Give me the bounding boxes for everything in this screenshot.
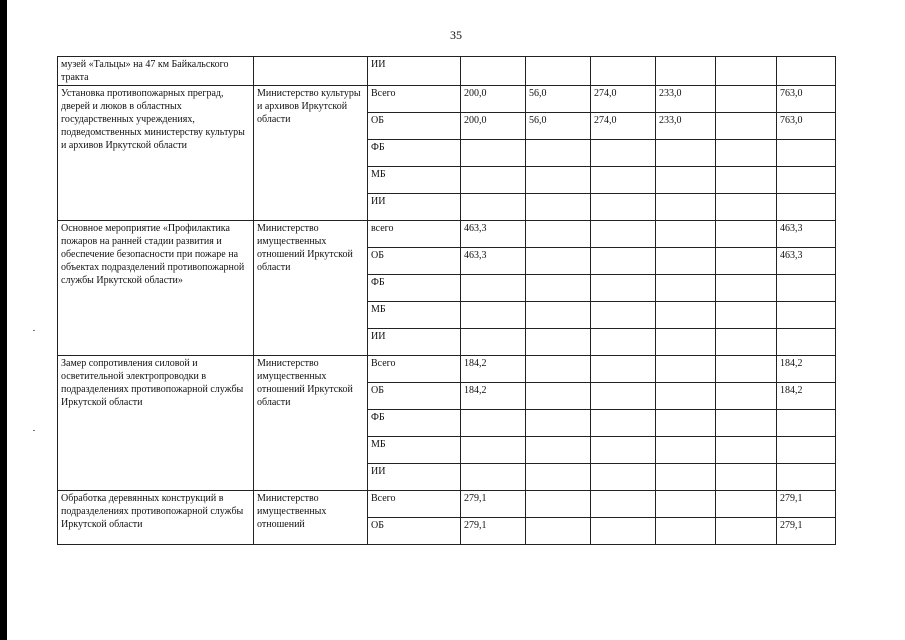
activity-cell: Основное мероприятие «Профилактика пожаров на ранней стадии развития и обеспечение безопасности при пожаре на объектах подразделений противопожарной службы Иркутской области» bbox=[58, 221, 254, 356]
value-cell bbox=[656, 248, 716, 275]
value-cell bbox=[591, 275, 656, 302]
value-cell bbox=[526, 356, 591, 383]
scan-speck bbox=[33, 330, 35, 331]
value-cell bbox=[591, 57, 656, 86]
value-cell bbox=[591, 140, 656, 167]
value-cell bbox=[656, 167, 716, 194]
source-label-cell: всего bbox=[368, 221, 461, 248]
value-cell bbox=[656, 410, 716, 437]
value-cell bbox=[716, 275, 777, 302]
value-cell bbox=[716, 221, 777, 248]
value-cell bbox=[591, 356, 656, 383]
value-cell bbox=[656, 329, 716, 356]
value-cell: 184,2 bbox=[777, 383, 836, 410]
value-cell: 763,0 bbox=[777, 86, 836, 113]
value-cell bbox=[461, 57, 526, 86]
executor-cell: Министерство имущественных отношений Иркутской области bbox=[254, 356, 368, 491]
source-label-cell: ФБ bbox=[368, 410, 461, 437]
value-cell bbox=[716, 383, 777, 410]
value-cell bbox=[656, 518, 716, 545]
executor-cell: Министерство культуры и архивов Иркутской области bbox=[254, 86, 368, 221]
table-row bbox=[58, 57, 836, 86]
source-label-cell: Всего bbox=[368, 356, 461, 383]
value-cell: 463,3 bbox=[461, 221, 526, 248]
value-cell bbox=[461, 302, 526, 329]
value-cell bbox=[716, 248, 777, 275]
value-cell: 184,2 bbox=[777, 356, 836, 383]
value-cell bbox=[777, 167, 836, 194]
page-number: 35 bbox=[450, 28, 462, 42]
value-cell bbox=[591, 437, 656, 464]
executor-cell: Министерство имущественных отношений Иркутской области bbox=[254, 221, 368, 356]
value-cell: 463,3 bbox=[461, 248, 526, 275]
value-cell bbox=[591, 383, 656, 410]
source-label-cell: ФБ bbox=[368, 275, 461, 302]
source-label-cell: МБ bbox=[368, 437, 461, 464]
value-cell bbox=[716, 329, 777, 356]
source-label-cell: ОБ bbox=[368, 248, 461, 275]
value-cell bbox=[526, 194, 591, 221]
value-cell bbox=[716, 464, 777, 491]
value-cell bbox=[777, 410, 836, 437]
source-label-cell: Всего bbox=[368, 491, 461, 518]
value-cell bbox=[656, 437, 716, 464]
value-cell bbox=[656, 356, 716, 383]
value-cell bbox=[716, 356, 777, 383]
value-cell bbox=[461, 410, 526, 437]
value-cell bbox=[777, 437, 836, 464]
value-cell bbox=[716, 113, 777, 140]
value-cell bbox=[591, 194, 656, 221]
value-cell: 200,0 bbox=[461, 113, 526, 140]
value-cell bbox=[591, 167, 656, 194]
value-cell bbox=[716, 194, 777, 221]
value-cell bbox=[526, 302, 591, 329]
value-cell bbox=[526, 329, 591, 356]
value-cell: 279,1 bbox=[461, 518, 526, 545]
table-body bbox=[58, 57, 836, 545]
value-cell bbox=[716, 410, 777, 437]
value-cell bbox=[777, 57, 836, 86]
value-cell bbox=[526, 221, 591, 248]
value-cell bbox=[656, 57, 716, 86]
value-cell bbox=[716, 302, 777, 329]
executor-cell: Министерство имущественных отношений bbox=[254, 491, 368, 545]
value-cell bbox=[777, 302, 836, 329]
value-cell bbox=[461, 140, 526, 167]
value-cell bbox=[526, 248, 591, 275]
value-cell: 233,0 bbox=[656, 113, 716, 140]
source-label-cell: ИИ bbox=[368, 194, 461, 221]
value-cell bbox=[656, 275, 716, 302]
value-cell bbox=[716, 167, 777, 194]
value-cell bbox=[716, 86, 777, 113]
value-cell bbox=[526, 57, 591, 86]
value-cell bbox=[526, 518, 591, 545]
value-cell bbox=[526, 275, 591, 302]
value-cell bbox=[716, 57, 777, 86]
value-cell bbox=[526, 464, 591, 491]
value-cell bbox=[591, 518, 656, 545]
value-cell: 274,0 bbox=[591, 113, 656, 140]
table-row bbox=[58, 356, 836, 383]
source-label-cell: ИИ bbox=[368, 57, 461, 86]
value-cell bbox=[461, 329, 526, 356]
source-label-cell: ИИ bbox=[368, 329, 461, 356]
value-cell: 279,1 bbox=[777, 518, 836, 545]
value-cell: 200,0 bbox=[461, 86, 526, 113]
value-cell bbox=[526, 410, 591, 437]
value-cell: 463,3 bbox=[777, 248, 836, 275]
value-cell bbox=[656, 491, 716, 518]
value-cell: 56,0 bbox=[526, 113, 591, 140]
source-label-cell: Всего bbox=[368, 86, 461, 113]
value-cell bbox=[656, 464, 716, 491]
value-cell bbox=[591, 221, 656, 248]
value-cell bbox=[777, 140, 836, 167]
source-label-cell: МБ bbox=[368, 302, 461, 329]
table-row bbox=[58, 221, 836, 248]
value-cell: 463,3 bbox=[777, 221, 836, 248]
value-cell: 279,1 bbox=[461, 491, 526, 518]
value-cell bbox=[656, 302, 716, 329]
value-cell bbox=[656, 194, 716, 221]
value-cell bbox=[716, 140, 777, 167]
value-cell bbox=[777, 194, 836, 221]
activity-cell: Замер сопротивления силовой и осветительной электропроводки в подразделениях противопожарной службы Иркутской области bbox=[58, 356, 254, 491]
value-cell bbox=[461, 194, 526, 221]
source-label-cell: МБ bbox=[368, 167, 461, 194]
value-cell bbox=[716, 437, 777, 464]
table-row bbox=[58, 491, 836, 518]
value-cell bbox=[591, 329, 656, 356]
value-cell bbox=[591, 248, 656, 275]
value-cell bbox=[591, 491, 656, 518]
value-cell bbox=[777, 464, 836, 491]
value-cell bbox=[716, 491, 777, 518]
value-cell bbox=[526, 491, 591, 518]
value-cell bbox=[461, 167, 526, 194]
source-label-cell: ОБ bbox=[368, 518, 461, 545]
source-label-cell: ОБ bbox=[368, 383, 461, 410]
source-label-cell: ОБ bbox=[368, 113, 461, 140]
value-cell: 184,2 bbox=[461, 356, 526, 383]
value-cell bbox=[591, 302, 656, 329]
value-cell: 56,0 bbox=[526, 86, 591, 113]
value-cell: 233,0 bbox=[656, 86, 716, 113]
scan-speck bbox=[33, 430, 35, 431]
value-cell bbox=[591, 410, 656, 437]
value-cell: 184,2 bbox=[461, 383, 526, 410]
value-cell bbox=[461, 464, 526, 491]
value-cell: 274,0 bbox=[591, 86, 656, 113]
value-cell: 279,1 bbox=[777, 491, 836, 518]
value-cell bbox=[777, 329, 836, 356]
activity-cell: Обработка деревянных конструкций в подразделениях противопожарной службы Иркутской области bbox=[58, 491, 254, 545]
value-cell bbox=[526, 437, 591, 464]
value-cell bbox=[656, 383, 716, 410]
value-cell bbox=[461, 275, 526, 302]
value-cell bbox=[526, 383, 591, 410]
activity-cell: музей «Тальцы» на 47 км Байкальского тракта bbox=[58, 57, 254, 86]
value-cell bbox=[591, 464, 656, 491]
value-cell bbox=[461, 437, 526, 464]
value-cell bbox=[656, 140, 716, 167]
financing-table bbox=[57, 56, 836, 545]
source-label-cell: ИИ bbox=[368, 464, 461, 491]
value-cell bbox=[526, 140, 591, 167]
value-cell bbox=[716, 518, 777, 545]
source-label-cell: ФБ bbox=[368, 140, 461, 167]
activity-cell: Установка противопожарных преград, дверей и люков в областных государственных учреждениях, подведомственных министерству культуры и архивов Иркутской области bbox=[58, 86, 254, 221]
value-cell bbox=[777, 275, 836, 302]
value-cell bbox=[526, 167, 591, 194]
scan-edge bbox=[0, 0, 7, 640]
table-row bbox=[58, 86, 836, 113]
value-cell bbox=[656, 221, 716, 248]
executor-cell bbox=[254, 57, 368, 86]
value-cell: 763,0 bbox=[777, 113, 836, 140]
